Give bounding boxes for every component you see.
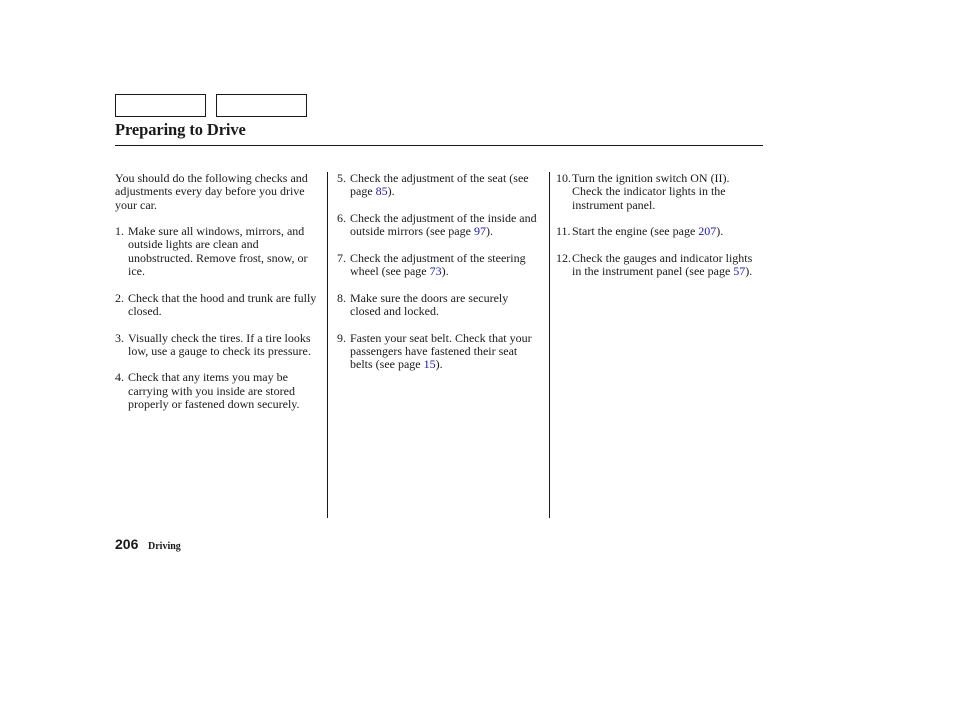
item-number: 11. (556, 224, 571, 239)
checklist-item (337, 292, 539, 319)
item-text: Visually check the tires. If a tire looks low, use a gauge to check its pressure. (128, 330, 311, 358)
header-tab-box (115, 94, 206, 117)
item-number: 10. (556, 171, 571, 185)
page-link[interactable]: 15 (423, 357, 436, 372)
item-text-after: ). (441, 264, 449, 279)
item-text: Turn the ignition switch ON (II). Check the indicator lights in the instrument panel. (572, 171, 730, 212)
item-text-before: Check the adjustment of the inside and outside mirrors (see page (350, 210, 537, 239)
column-middle (337, 172, 539, 385)
item-text: Check that any items you may be carrying with you inside are stored properly or fastened down securely. (128, 370, 300, 412)
page-link[interactable]: 207 (698, 224, 717, 239)
item-text (350, 252, 539, 279)
checklist-item (556, 225, 763, 238)
item-text (572, 252, 763, 279)
item-number: 7. (337, 250, 346, 265)
item-number: 3. (115, 330, 124, 345)
item-text-after: ). (485, 224, 493, 239)
item-text-before: Check the adjustment of the seat (see page (350, 171, 529, 199)
section-label: Driving (148, 541, 181, 552)
item-number: 8. (337, 290, 346, 305)
item-text-after: ). (745, 264, 753, 279)
item-text-after: ). (716, 224, 724, 239)
column-left (115, 172, 322, 425)
title-rule (115, 145, 763, 146)
item-text-before: Check the gauges and indicator lights in the instrument panel (see page (572, 250, 753, 279)
item-number: 6. (337, 210, 346, 225)
checklist-item (556, 172, 763, 212)
item-text-after: ). (387, 184, 395, 199)
page-link[interactable]: 97 (473, 224, 486, 239)
checklist-item (337, 172, 539, 199)
item-text (350, 332, 539, 372)
column-right (556, 172, 763, 292)
item-text-before: Start the engine (see page (572, 224, 699, 239)
item-number: 5. (337, 171, 346, 185)
column-divider (549, 172, 550, 518)
page-link[interactable]: 57 (733, 264, 746, 279)
item-text-before: Check the adjustment of the steering wheel (see page (350, 250, 526, 279)
checklist-item (337, 252, 539, 279)
page-number: 206 (115, 536, 139, 552)
item-number: 9. (337, 330, 346, 345)
item-text-after: ). (435, 357, 443, 372)
item-text (350, 172, 539, 199)
checklist-item (337, 332, 539, 372)
page-title: Preparing to Drive (115, 120, 246, 139)
column-divider (327, 172, 328, 518)
item-text-before: Fasten your seat belt. Check that your passengers have fastened their seat belts (see page (350, 330, 532, 372)
item-number: 4. (115, 370, 124, 385)
item-number: 12. (556, 250, 571, 265)
item-text: Make sure the doors are securely closed and locked. (350, 290, 509, 318)
checklist-item (337, 212, 539, 239)
checklist-item (556, 252, 763, 279)
header-tab-box (216, 94, 307, 117)
item-text (572, 225, 763, 238)
checklist-item (115, 371, 322, 411)
checklist-item (115, 225, 322, 278)
page-link[interactable]: 73 (429, 264, 442, 279)
item-text: Make sure all windows, mirrors, and outside lights are clean and unobstructed. Remove frost, snow, or ice. (128, 224, 308, 279)
item-number: 1. (115, 224, 124, 239)
item-text: Check that the hood and trunk are fully closed. (128, 290, 317, 318)
intro-paragraph: You should do the following checks and adjustments every day before you drive your car. (115, 171, 308, 212)
item-number: 2. (115, 290, 124, 305)
page-link[interactable]: 85 (375, 184, 388, 199)
item-text (350, 212, 539, 239)
checklist-item (115, 332, 322, 359)
checklist-item (115, 292, 322, 319)
